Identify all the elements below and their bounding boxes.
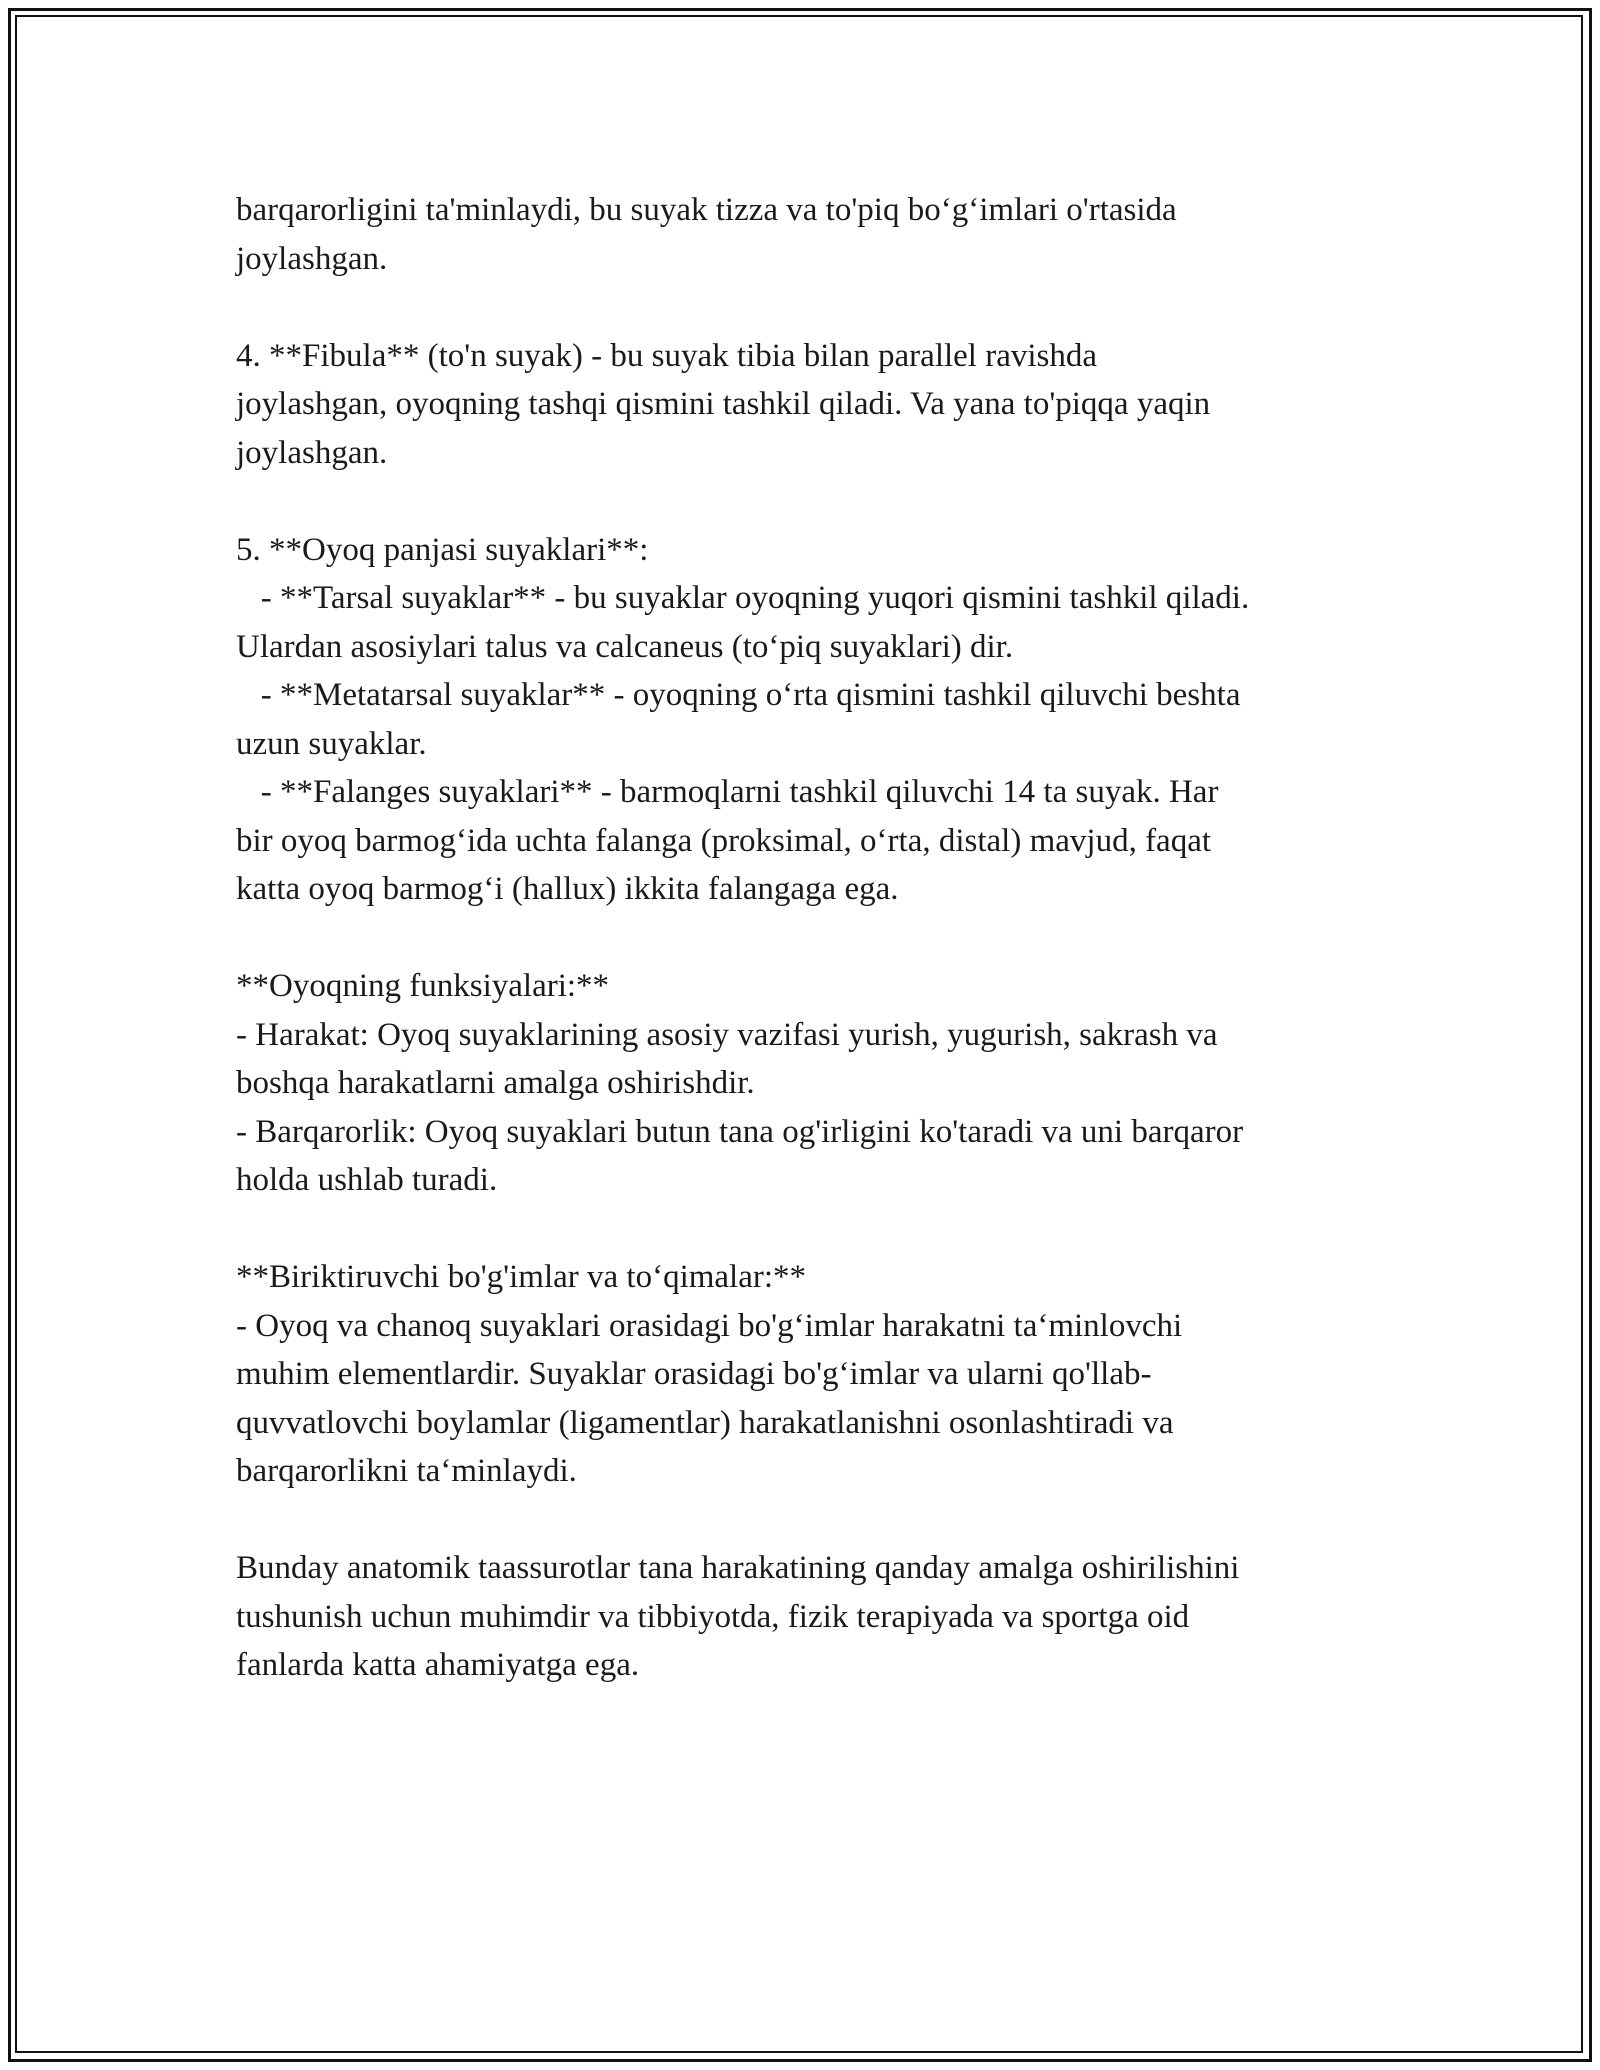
text-line: Ulardan asosiylari talus va calcaneus (to‘piq suyaklari) dir.: [236, 628, 1014, 665]
list-item-foot-bones: [236, 526, 1386, 914]
text-line: - **Metatarsal suyaklar** - oyoqning o‘rta qismini tashkil qiluvchi beshta: [236, 677, 1241, 713]
text-line: - **Tarsal suyaklar** - bu suyaklar oyoqning yuqori qismini tashkil qiladi.: [236, 580, 1250, 616]
paragraph-spacer: [236, 1205, 1386, 1254]
text-line: - **Falanges suyaklari** - barmoqlarni tashkil qiluvchi 14 ta suyak. Har: [236, 774, 1219, 810]
paragraph-conclusion: [236, 1544, 1386, 1690]
text-line: muhim elementlardir. Suyaklar orasidagi bo'g‘imlar va ularni qo'llab-: [236, 1356, 1152, 1392]
text-line: bir oyoq barmog‘ida uchta falanga (proksimal, o‘rta, distal) mavjud, faqat: [236, 822, 1212, 859]
text-line: 4. **Fibula** (to'n suyak) - bu suyak tibia bilan parallel ravishda: [236, 337, 1098, 374]
paragraph-spacer: [236, 283, 1386, 332]
text-line: boshqa harakatlarni amalga oshirishdir.: [236, 1065, 755, 1101]
section-joints: [236, 1253, 1386, 1496]
text-line: fanlarda katta ahamiyatga ega.: [236, 1647, 640, 1683]
text-line: Bunday anatomik taassurotlar tana harakatining qanday amalga oshirilishini: [236, 1550, 1240, 1586]
text-line: uzun suyaklar.: [236, 725, 427, 762]
document-body: [236, 186, 1386, 1690]
text-line: - Barqarorlik: Oyoq suyaklari butun tana og'irligini ko'taradi va uni barqaror: [236, 1113, 1244, 1150]
text-line: joylashgan.: [236, 434, 388, 471]
paragraph-spacer: [236, 477, 1386, 526]
text-line: barqarorligini ta'minlaydi, bu suyak tizza va to'piq bo‘g‘imlari o'rtasida: [236, 192, 1177, 228]
text-line: - Harakat: Oyoq suyaklarining asosiy vazifasi yurish, yugurish, sakrash va: [236, 1016, 1218, 1053]
list-item-fibula: [236, 332, 1386, 478]
paragraph-spacer: [236, 914, 1386, 963]
section-functions: [236, 962, 1386, 1205]
text-line: joylashgan, oyoqning tashqi qismini tashkil qiladi. Va yana to'piqqa yaqin: [236, 386, 1211, 422]
section-heading: **Oyoqning funksiyalari:**: [236, 968, 610, 1004]
paragraph-intro: [236, 186, 1386, 283]
text-line: barqarorlikni ta‘minlaydi.: [236, 1453, 577, 1489]
section-heading: **Biriktiruvchi bo'g'imlar va to‘qimalar:**: [236, 1259, 807, 1295]
text-line: tushunish uchun muhimdir va tibbiyotda, fizik terapiyada va sportga oid: [236, 1598, 1190, 1635]
text-line: - Oyoq va chanoq suyaklari orasidagi bo'g‘imlar harakatni ta‘minlovchi: [236, 1307, 1183, 1344]
text-line: 5. **Oyoq panjasi suyaklari**:: [236, 531, 649, 568]
text-line: joylashgan.: [236, 240, 388, 277]
text-line: quvvatlovchi boylamlar (ligamentlar) harakatlanishni osonlashtiradi va: [236, 1404, 1174, 1441]
text-line: holda ushlab turadi.: [236, 1162, 498, 1198]
paragraph-spacer: [236, 1496, 1386, 1545]
text-line: katta oyoq barmog‘i (hallux) ikkita falangaga ega.: [236, 871, 899, 907]
